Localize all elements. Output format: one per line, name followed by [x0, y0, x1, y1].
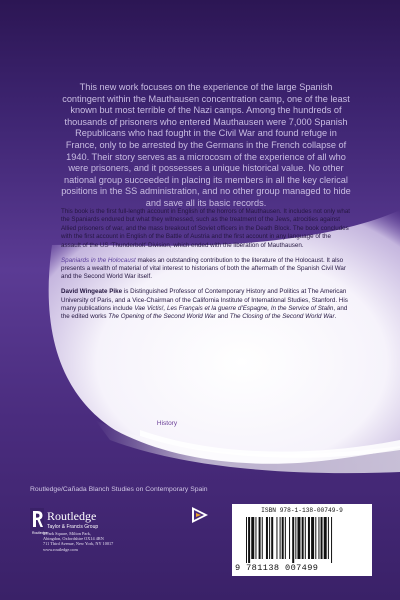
body-paragraph-2-text: makes an outstanding contribution to the literature of the Holocaust. It also presents a wealth of material of vital interest to historians of both the aftermath of the Spanish Civil War and the Second World War itself. [61, 256, 346, 281]
barcode-bar [324, 517, 327, 559]
barcode-bar [315, 517, 316, 559]
barcode-bar [285, 517, 286, 559]
barcode-bar [280, 517, 281, 559]
barcode-bar [259, 517, 261, 559]
description-lead: This new work focuses on the experience of the large Spanish contingent within the Mauthausen concentration camp, one of the least known but most terrible of the Nazi camps. Among the hundreds of thousands of prisoners who entered Mauthausen were 7,000 Spanish Republicans who had fought in the Civil War and found refuge in France, only to be arrested by the Germans in the French collapse of 1940. Their story serves as a microcosm of the experience of all who were prisoners, and it possesses a unique historical value. No other national group succeeded in placing its members in all the key clerical positions in the SS administration, and no other group managed to hide and save all its basic records. [61, 82, 351, 208]
barcode-bar [305, 517, 306, 559]
isbn-label: ISBN 978-1-138-00749-9 [261, 507, 343, 514]
publisher-tagline: Taylor & Francis Group [47, 524, 99, 530]
barcode-bar [262, 517, 263, 559]
publisher-address [43, 531, 163, 552]
barcode-bar [246, 517, 247, 563]
barcode-bar [269, 517, 270, 559]
author-bio-text-4: . [334, 313, 337, 321]
book-title: Spaniards in the Holocaust [61, 256, 136, 264]
barcode-bar [328, 517, 329, 559]
author-bio [61, 288, 351, 322]
barcode-bar [271, 517, 273, 559]
body-paragraph-1: This book is the first full-length account in English of the horrors of Mauthausen. It includes not only what the Spaniards endured but what they witnessed, such as the treatment of the Jews, atrocities against Allied prisoners of war, and the mass breakout of Soviet officers in the Death Block. The book concludes with the first account in English of the Battle of Austria and the first account in any language of the assault of the US ‘Thunderbolt’ Division, which ended with the liberation of Mauthausen. [61, 208, 351, 249]
isbn-barcode [232, 504, 372, 576]
barcode-bar [289, 517, 290, 559]
barcode-bar [302, 517, 304, 559]
body-paragraph-2 [61, 257, 351, 282]
barcode-bar [292, 517, 294, 563]
barcode-bar [297, 517, 300, 559]
edited-work-2: The Closing of the Second World War [229, 313, 335, 321]
barcode-bar [295, 517, 296, 559]
barcode-bar [308, 517, 310, 559]
barcode-bar [266, 517, 268, 559]
edited-work-1: The Opening of the Second World War [108, 313, 216, 321]
publisher-name: Routledge [47, 509, 97, 523]
barcode-bar [318, 517, 319, 559]
routledge-r-icon [30, 508, 44, 530]
barcode-bar [282, 517, 284, 559]
author-bio-text-1: is Distinguished Professor of Contemporary History and Politics at The American University of Paris, and a Vice-Chairman of the California Institute of International Studies, Stanford. His many publications include [61, 288, 348, 313]
address-line: 2 Park Square, Milton Park, [43, 531, 91, 536]
author-bio-text-3: and [215, 313, 230, 321]
author-name: David Wingeate Pike [61, 288, 123, 296]
address-line: www.routledge.com [43, 546, 78, 552]
author-bio-text-2: , and the edited works [61, 305, 348, 321]
barcode-bars [246, 517, 366, 563]
barcode-bar [251, 517, 254, 559]
barcode-bar [276, 517, 277, 559]
barcode-bar [321, 517, 323, 559]
barcode-bar [248, 517, 250, 563]
series-emblem-icon [190, 505, 210, 525]
description-body [61, 208, 351, 328]
publisher-small-label: Routledge [32, 531, 48, 535]
author-publications: Vae Victis!, Les Français et la guerre d’Espagne, In the Service of Stalin [134, 305, 334, 313]
address-line: 711 Third Avenue, New York, NY 10017 [43, 541, 114, 547]
barcode-bar [331, 517, 332, 563]
barcode-bar [255, 517, 256, 559]
series-name: Routledge/Cañada Blanch Studies on Contemporary Spain [30, 486, 208, 493]
barcode-number: 9 781138 007499 [235, 563, 319, 573]
subject-category: History [156, 420, 178, 427]
address-line: Abingdon, Oxfordshire OX14 4RN [43, 536, 104, 542]
barcode-bar [311, 517, 314, 559]
